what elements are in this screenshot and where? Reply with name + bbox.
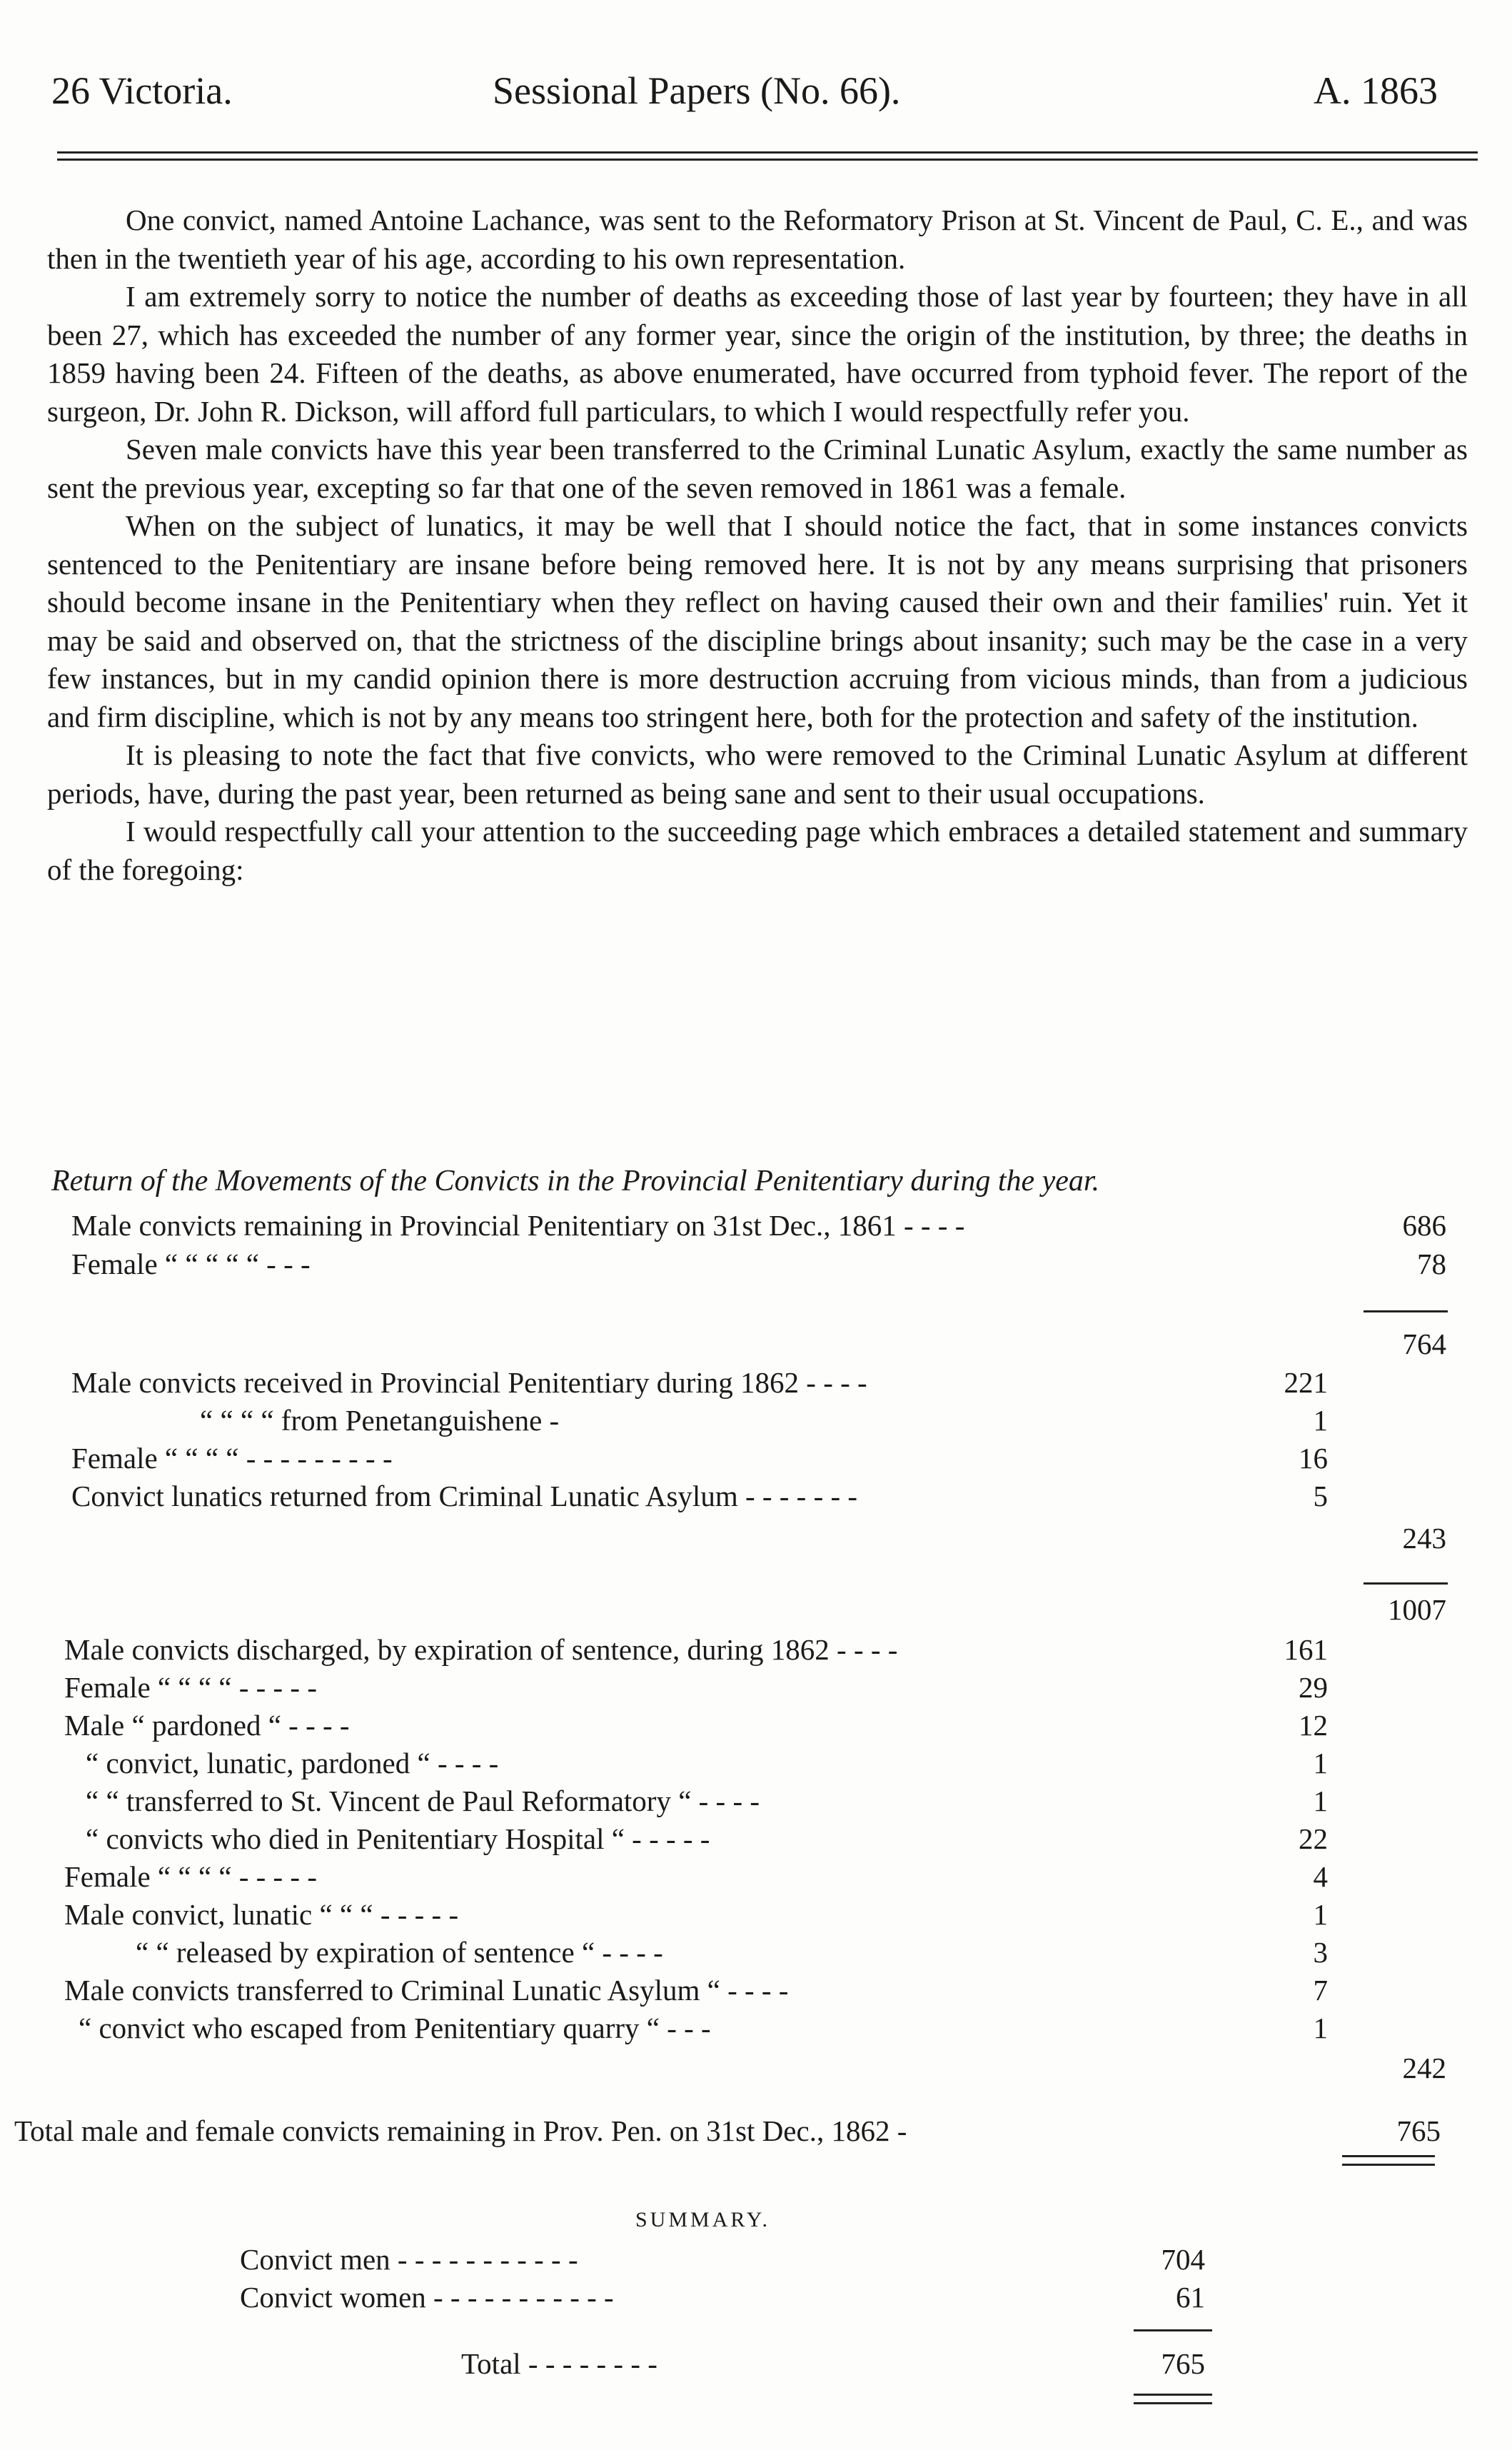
discharged-row: Male convict, lunatic “ “ “ - - - - - bbox=[64, 1898, 459, 1931]
grand-total-rule bbox=[1364, 1582, 1448, 1585]
summary-row: Convict women - - - - - - - - - - - bbox=[240, 2281, 614, 2314]
return-title: Return of the Movements of the Convicts in the Provincial Penitentiary during the year. bbox=[51, 1165, 1100, 1198]
total-rule-top bbox=[1342, 2155, 1435, 2157]
summary-total-value: 765 bbox=[1161, 2347, 1205, 2380]
paragraph-attention: I would respectfully call your attention to the succeeding page which embraces a detailed statement and summary of the foregoing: bbox=[47, 815, 1468, 886]
grand-total: 1007 bbox=[1388, 1593, 1446, 1626]
discharged-value: 12 bbox=[1299, 1709, 1328, 1742]
discharged-row: Male convicts transferred to Criminal Lunatic Asylum “ - - - - bbox=[64, 1974, 789, 2007]
discharged-value: 4 bbox=[1313, 1860, 1328, 1893]
discharged-row: Male “ pardoned “ - - - - bbox=[64, 1709, 350, 1742]
total-rule-bottom bbox=[1342, 2164, 1435, 2166]
discharged-subtotal: 242 bbox=[1402, 2052, 1446, 2084]
discharged-value: 161 bbox=[1284, 1633, 1328, 1666]
discharged-row: “ convicts who died in Penitentiary Hospital “ - - - - - bbox=[86, 1822, 710, 1855]
discharged-value: 3 bbox=[1313, 1936, 1328, 1969]
header-rule-bottom bbox=[57, 159, 1478, 161]
summary-total-rule-top bbox=[1134, 2394, 1212, 2396]
header-session: 26 Victoria. bbox=[51, 69, 233, 112]
remaining-value: 686 bbox=[1402, 1209, 1446, 1242]
discharged-value: 1 bbox=[1313, 2012, 1328, 2044]
discharged-value: 7 bbox=[1313, 1974, 1328, 2007]
subtotal-rule bbox=[1364, 1310, 1448, 1312]
summary-row: Convict men - - - - - - - - - - - bbox=[240, 2243, 578, 2276]
discharged-value: 1 bbox=[1313, 1898, 1328, 1931]
received-row: Male convicts received in Provincial Penitentiary during 1862 - - - - bbox=[71, 1366, 867, 1399]
received-row: “ “ “ “ from Penetanguishene - bbox=[200, 1404, 560, 1437]
discharged-row: “ “ transferred to St. Vincent de Paul Reformatory “ - - - - bbox=[86, 1784, 760, 1817]
summary-total-label: Total - - - - - - - - bbox=[461, 2347, 657, 2380]
discharged-value: 1 bbox=[1313, 1747, 1328, 1779]
received-value: 221 bbox=[1284, 1366, 1328, 1399]
received-value: 5 bbox=[1313, 1480, 1328, 1512]
discharged-row: Female “ “ “ “ - - - - - bbox=[64, 1860, 317, 1893]
remaining-value: 78 bbox=[1417, 1247, 1446, 1280]
paragraph-returned: It is pleasing to note the fact that five convicts, who were removed to the Criminal Lunatic Asylum at different periods, have, during the past year, been returned as being sane and sent to their usual occupations. bbox=[47, 738, 1468, 810]
remaining-row: Female “ “ “ “ “ - - - bbox=[71, 1247, 311, 1280]
paragraph-deaths: I am extremely sorry to notice the number of deaths as exceeding those of last year by fourteen; they have in all been 27, which has exceeded the number of any former year, since the origin of the institution, by three; the deaths in 1859 having been 24. Fifteen of the deaths, as above enumerated, have occurred from typhoid fever. The report of the surgeon, Dr. John R. Dickson, will afford full particulars, to which I would respectfully refer you. bbox=[47, 280, 1468, 428]
received-row: Convict lunatics returned from Criminal Lunatic Asylum - - - - - - - bbox=[71, 1480, 858, 1512]
discharged-row: Male convicts discharged, by expiration of sentence, during 1862 - - - - bbox=[64, 1633, 898, 1666]
received-subtotal: 243 bbox=[1402, 1522, 1446, 1555]
header-year: A. 1863 bbox=[1314, 69, 1438, 112]
paragraph-lunatics: When on the subject of lunatics, it may be well that I should notice the fact, that in some instances convicts sentenced to the Penitentiary are insane before being removed here. It is not by any means surprising that prisoners should become insane in the Penitentiary when they reflect on having caused their own and their families' ruin. Yet it may be said and observed on, that the strictness of the discipline brings about insanity; such may be the case in a very few instances, but in my candid opinion there is more destruction accruing from vicious minds, than from a judicious and firm discipline, which is not by any means too stringent here, both for the protection and safety of the institution. bbox=[47, 509, 1468, 733]
header-title: Sessional Papers (No. 66). bbox=[493, 69, 901, 112]
total-remaining-value: 765 bbox=[1396, 2114, 1441, 2147]
summary-rule bbox=[1134, 2329, 1212, 2331]
discharged-value: 22 bbox=[1299, 1822, 1328, 1855]
discharged-row: “ “ released by expiration of sentence “ - - - - bbox=[136, 1936, 663, 1969]
summary-value: 61 bbox=[1176, 2281, 1205, 2314]
received-value: 1 bbox=[1313, 1404, 1328, 1437]
summary-total-rule-bottom bbox=[1134, 2402, 1212, 2404]
summary-value: 704 bbox=[1161, 2243, 1205, 2276]
discharged-row: “ convict who escaped from Penitentiary quarry “ - - - bbox=[79, 2012, 711, 2044]
body-text bbox=[47, 201, 1468, 889]
total-remaining-label: Total male and female convicts remaining in Prov. Pen. on 31st Dec., 1862 - bbox=[14, 2114, 907, 2147]
remaining-subtotal: 764 bbox=[1402, 1327, 1446, 1360]
paragraph-lachance: One convict, named Antoine Lachance, was sent to the Reformatory Prison at St. Vincent de Paul, C. E., and was then in the twentieth year of his age, according to his own representation. bbox=[47, 204, 1468, 275]
received-value: 16 bbox=[1299, 1442, 1328, 1475]
discharged-value: 29 bbox=[1299, 1671, 1328, 1704]
summary-heading: SUMMARY. bbox=[635, 2208, 771, 2231]
paragraph-transfers: Seven male convicts have this year been transferred to the Criminal Lunatic Asylum, exactly the same number as sent the previous year, excepting so far that one of the seven removed in 1861 was a female. bbox=[47, 433, 1468, 504]
header-rule-top bbox=[57, 151, 1478, 154]
discharged-row: “ convict, lunatic, pardoned “ - - - - bbox=[86, 1747, 499, 1779]
remaining-row: Male convicts remaining in Provincial Penitentiary on 31st Dec., 1861 - - - - bbox=[71, 1209, 965, 1242]
received-row: Female “ “ “ “ - - - - - - - - - bbox=[71, 1442, 393, 1475]
discharged-row: Female “ “ “ “ - - - - - bbox=[64, 1671, 317, 1704]
discharged-value: 1 bbox=[1313, 1784, 1328, 1817]
